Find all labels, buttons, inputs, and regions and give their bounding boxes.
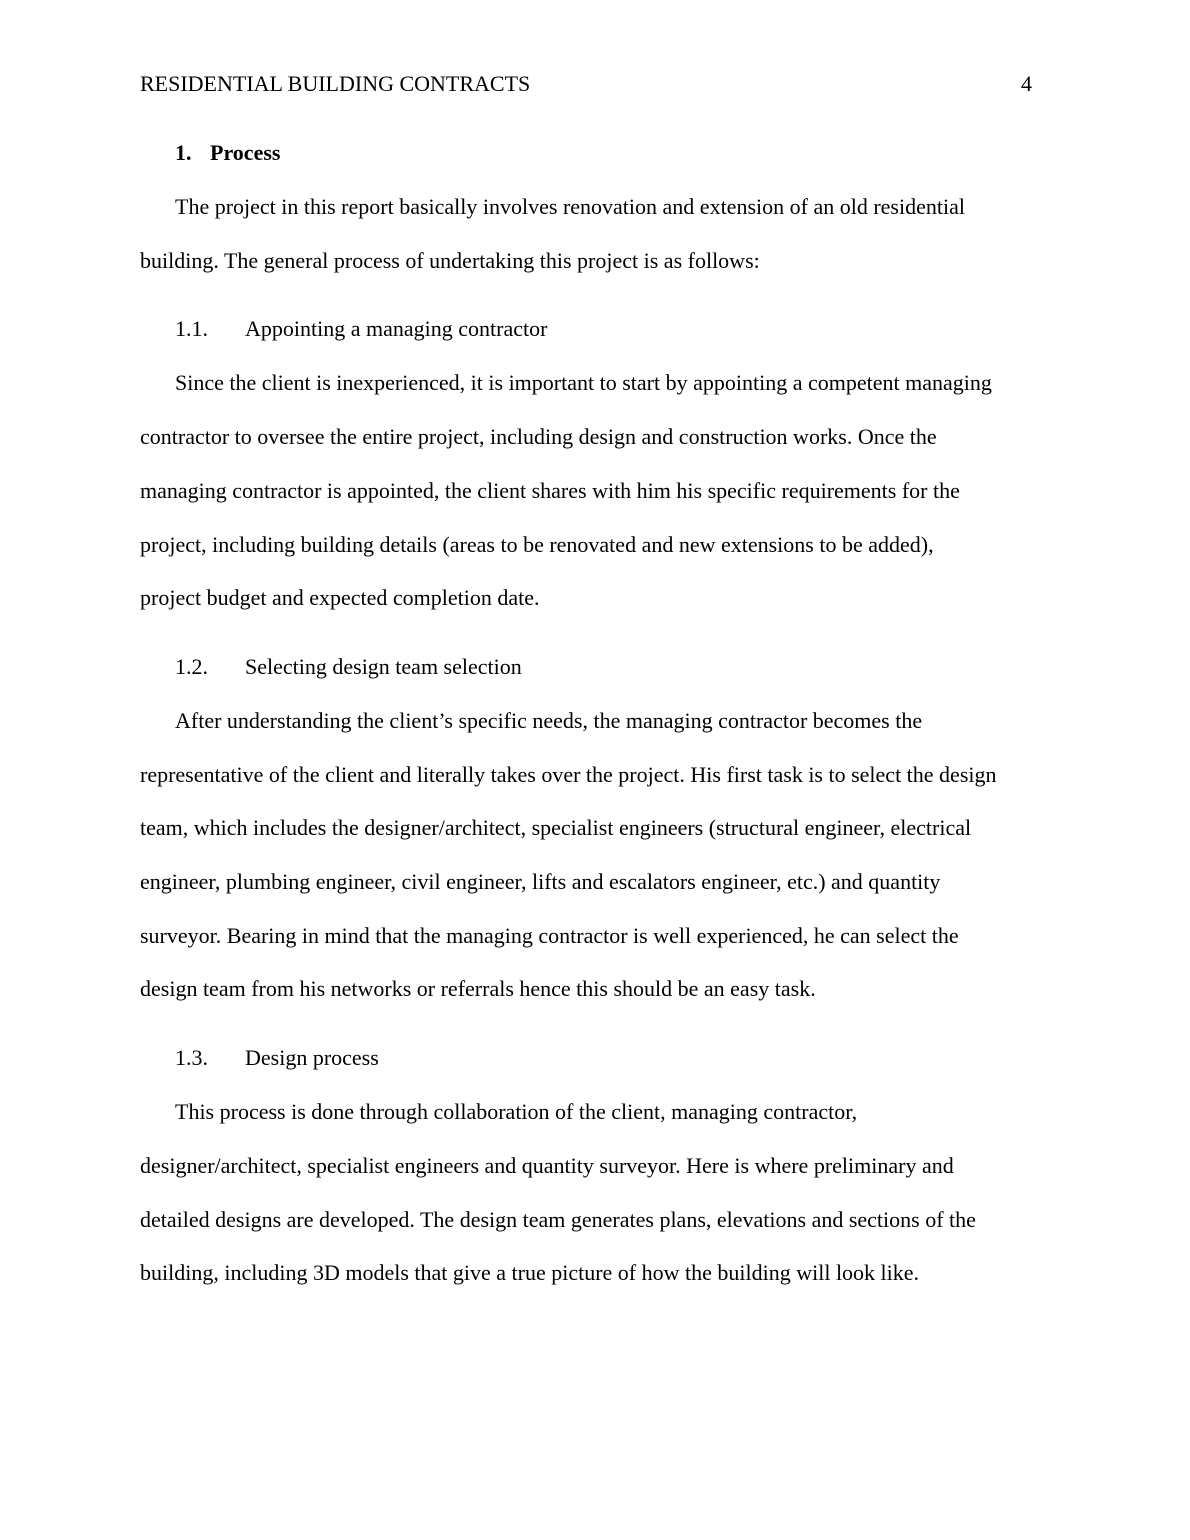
paragraph-line: project, including building details (areas to be renovated and new extensions to be added),	[140, 531, 934, 557]
paragraph-line: This process is done through collaboration of the client, managing contractor,	[175, 1099, 858, 1125]
paragraph-line: Since the client is inexperienced, it is important to start by appointing a competent managing	[175, 370, 992, 396]
section-heading	[140, 126, 1052, 180]
subsection-number: 1.2.	[175, 653, 208, 679]
paragraph-line: representative of the client and literally takes over the project. His first task is to select the design	[140, 761, 997, 787]
subsection-number: 1.3.	[175, 1045, 208, 1071]
subsection-paragraph-1-2	[140, 694, 1052, 1016]
paragraph-line: designer/architect, specialist engineers and quantity surveyor. Here is where preliminary and	[140, 1152, 954, 1178]
section-number: 1.	[175, 140, 192, 165]
subsection-title: Selecting design team selection	[245, 653, 522, 679]
paragraph-line: team, which includes the designer/architect, specialist engineers (structural engineer, electrical	[140, 815, 972, 841]
page-number: 4	[1021, 71, 1032, 96]
subsection-number: 1.1.	[175, 316, 208, 342]
paragraph-line: engineer, plumbing engineer, civil engineer, lifts and escalators engineer, etc.) and quantity	[140, 869, 941, 895]
paragraph-line: project budget and expected completion date.	[140, 585, 540, 611]
subsection-title: Appointing a managing contractor	[245, 316, 548, 342]
running-head: RESIDENTIAL BUILDING CONTRACTS	[140, 71, 531, 96]
paragraph-line: After understanding the client’s specific needs, the managing contractor becomes the	[175, 707, 923, 733]
section-title: Process	[210, 140, 281, 165]
paragraph-line: building. The general process of undertaking this project is as follows:	[140, 247, 760, 273]
subsection-title: Design process	[245, 1045, 379, 1071]
subsection-heading-1-3	[140, 1031, 1052, 1085]
subsection-paragraph-1-3	[140, 1085, 1052, 1300]
paragraph-line: building, including 3D models that give a true picture of how the building will look like.	[140, 1260, 920, 1286]
subsection-paragraph-1-1	[140, 356, 1052, 625]
subsection-heading-1-1	[140, 302, 1052, 356]
paragraph-line: detailed designs are developed. The design team generates plans, elevations and sections of the	[140, 1206, 976, 1232]
document-body	[140, 126, 1052, 1300]
intro-paragraph	[140, 180, 1052, 287]
paragraph-line: surveyor. Bearing in mind that the managing contractor is well experienced, he can select the	[140, 922, 959, 948]
paragraph-line: contractor to oversee the entire project, including design and construction works. Once the	[140, 424, 937, 450]
paragraph-line: design team from his networks or referrals hence this should be an easy task.	[140, 976, 816, 1002]
paragraph-line: The project in this report basically involves renovation and extension of an old residential	[175, 194, 965, 219]
paragraph-line: managing contractor is appointed, the client shares with him his specific requirements for the	[140, 477, 960, 503]
subsection-heading-1-2	[140, 640, 1052, 694]
